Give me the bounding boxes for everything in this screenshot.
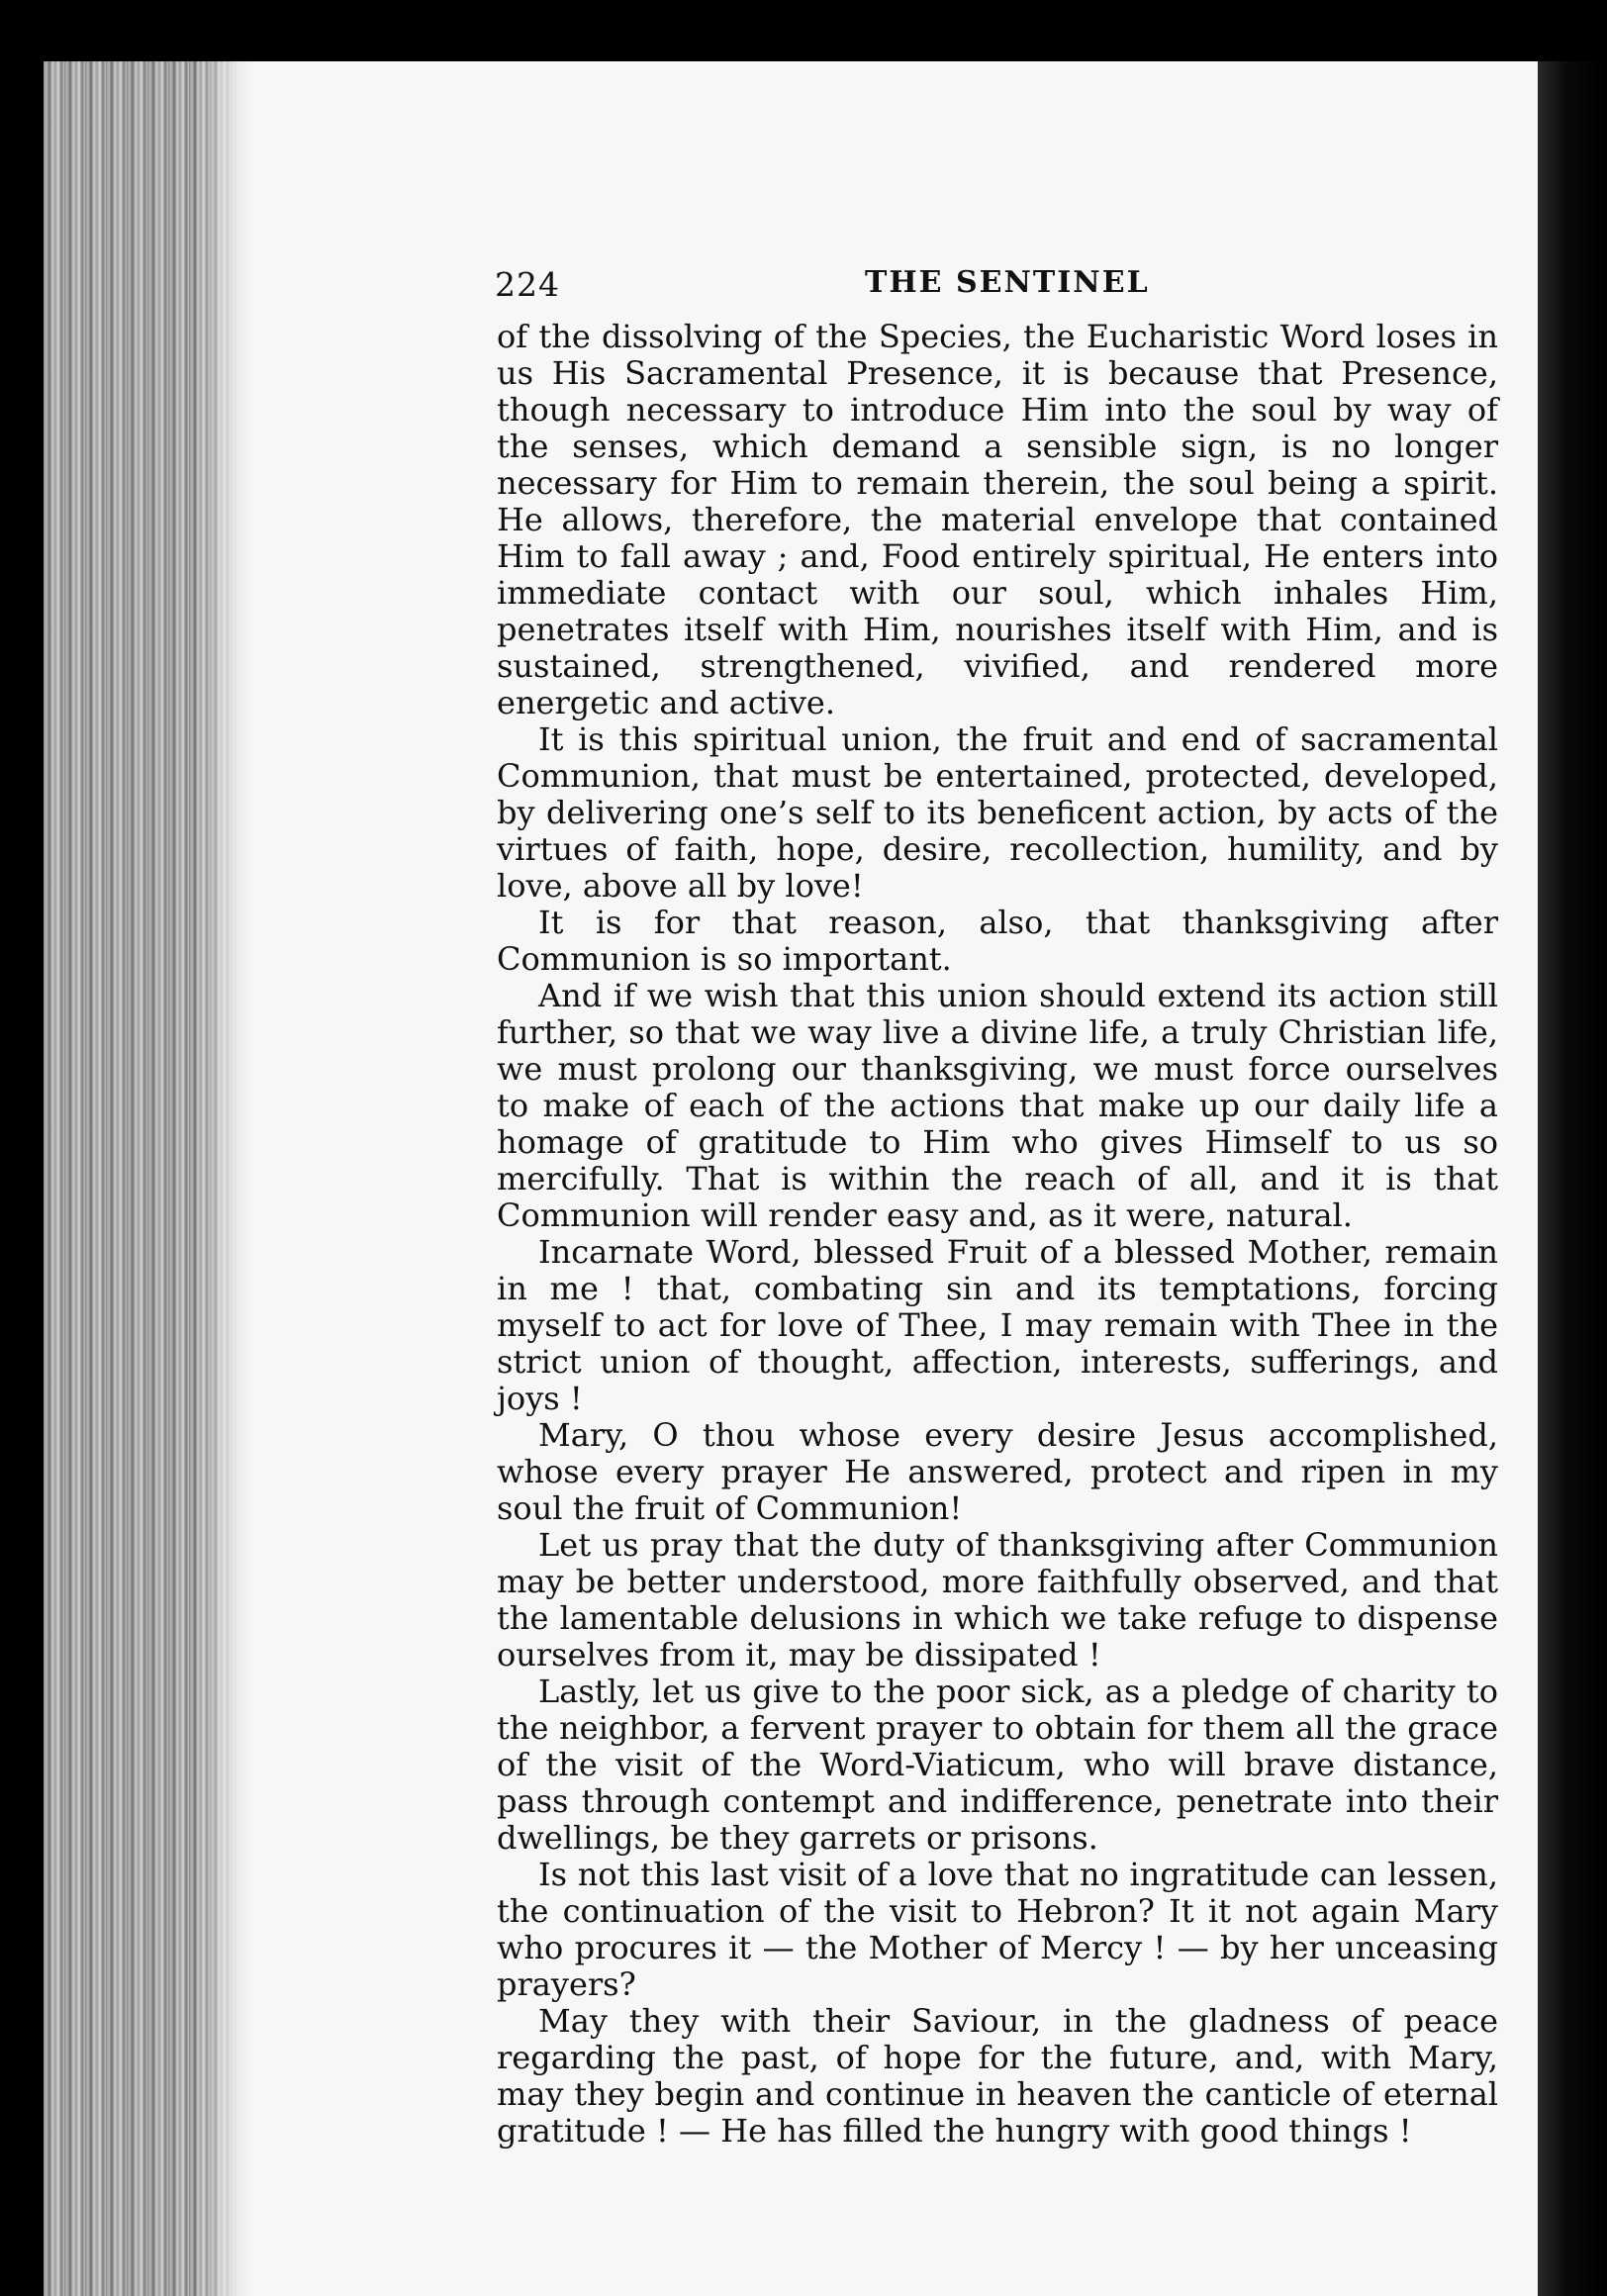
- paragraph: It is this spiritual union, the fruit and end of sacramental Communion, that must be entertained, protected, developed, by delivering one’s self to its beneficent action, by acts of the virtues of faith, hope, desire, recollection, humility, and by love, above all by love!: [497, 720, 1498, 905]
- paragraph: Incarnate Word, blessed Fruit of a blessed Mother, remain in me ! that, combating sin and its temptations, forcing myself to act for love of Thee, I may remain with Thee in the strict union of thought, affection, interests, sufferings, and joys !: [497, 1233, 1498, 1417]
- running-title: THE SENTINEL: [865, 265, 1150, 300]
- paragraph: Is not this last visit of a love that no ingratitude can lessen, the continuation of the visit to Hebron? It it not again Mary who procures it — the Mother of Mercy ! — by her unceasing prayers?: [497, 1856, 1498, 2003]
- paragraph: And if we wish that this union should extend its action still further, so that we way live a divine life, a truly Christian life, we must prolong our thanksgiving, we must force ourselves to make of each of the actions that make up our daily life a homage of gratitude to Him who gives Himself to us so mercifully. That is within the reach of all, and it is that Communion will render easy and, as it were, natural.: [497, 977, 1498, 1234]
- page-header: [495, 265, 1504, 305]
- paragraph: Lastly, let us give to the poor sick, as a pledge of charity to the neighbor, a fervent prayer to obtain for them all the grace of the visit of the Word-Viaticum, who will brave distance, pass through contempt and indifference, penetrate into their dwellings, be they garrets or prisons.: [497, 1673, 1498, 1857]
- book-page-edges: [44, 61, 257, 2296]
- page-number: 224: [495, 265, 560, 304]
- paragraph: May they with their Saviour, in the gladness of peace regarding the past, of hope for the future, and, with Mary, may they begin and continue in heaven the canticle of eternal gratitude ! — He has filled the hungry with good things !: [497, 2002, 1498, 2150]
- paragraph: Mary, O thou whose every desire Jesus accomplished, whose every prayer He answered, protect and ripen in my soul the fruit of Communion!: [497, 1416, 1498, 1527]
- body-text: [497, 319, 1498, 2150]
- paragraph: It is for that reason, also, that thanksgiving after Communion is so important.: [497, 904, 1498, 978]
- gutter-shadow: [1538, 61, 1607, 2296]
- paragraph-continuation: of the dissolving of the Species, the Eucharistic Word loses in us His Sacramental Presence, it is because that Presence, though necessary to introduce Him into the soul by way of the senses, which demand a sensible sign, is no longer necessary for Him to remain therein, the soul being a spirit. He allows, therefore, the material envelope that contained Him to fall away ; and, Food entirely spiritual, He enters into immediate contact with our soul, which inhales Him, penetrates itself with Him, nourishes itself with Him, and is sustained, strengthened, vivified, and rendered more energetic and active.: [497, 318, 1498, 721]
- paragraph: Let us pray that the duty of thanksgiving after Communion may be better understood, more faithfully observed, and that the lamentable delusions in which we take refuge to dispense ourselves from it, may be dissipated !: [497, 1526, 1498, 1674]
